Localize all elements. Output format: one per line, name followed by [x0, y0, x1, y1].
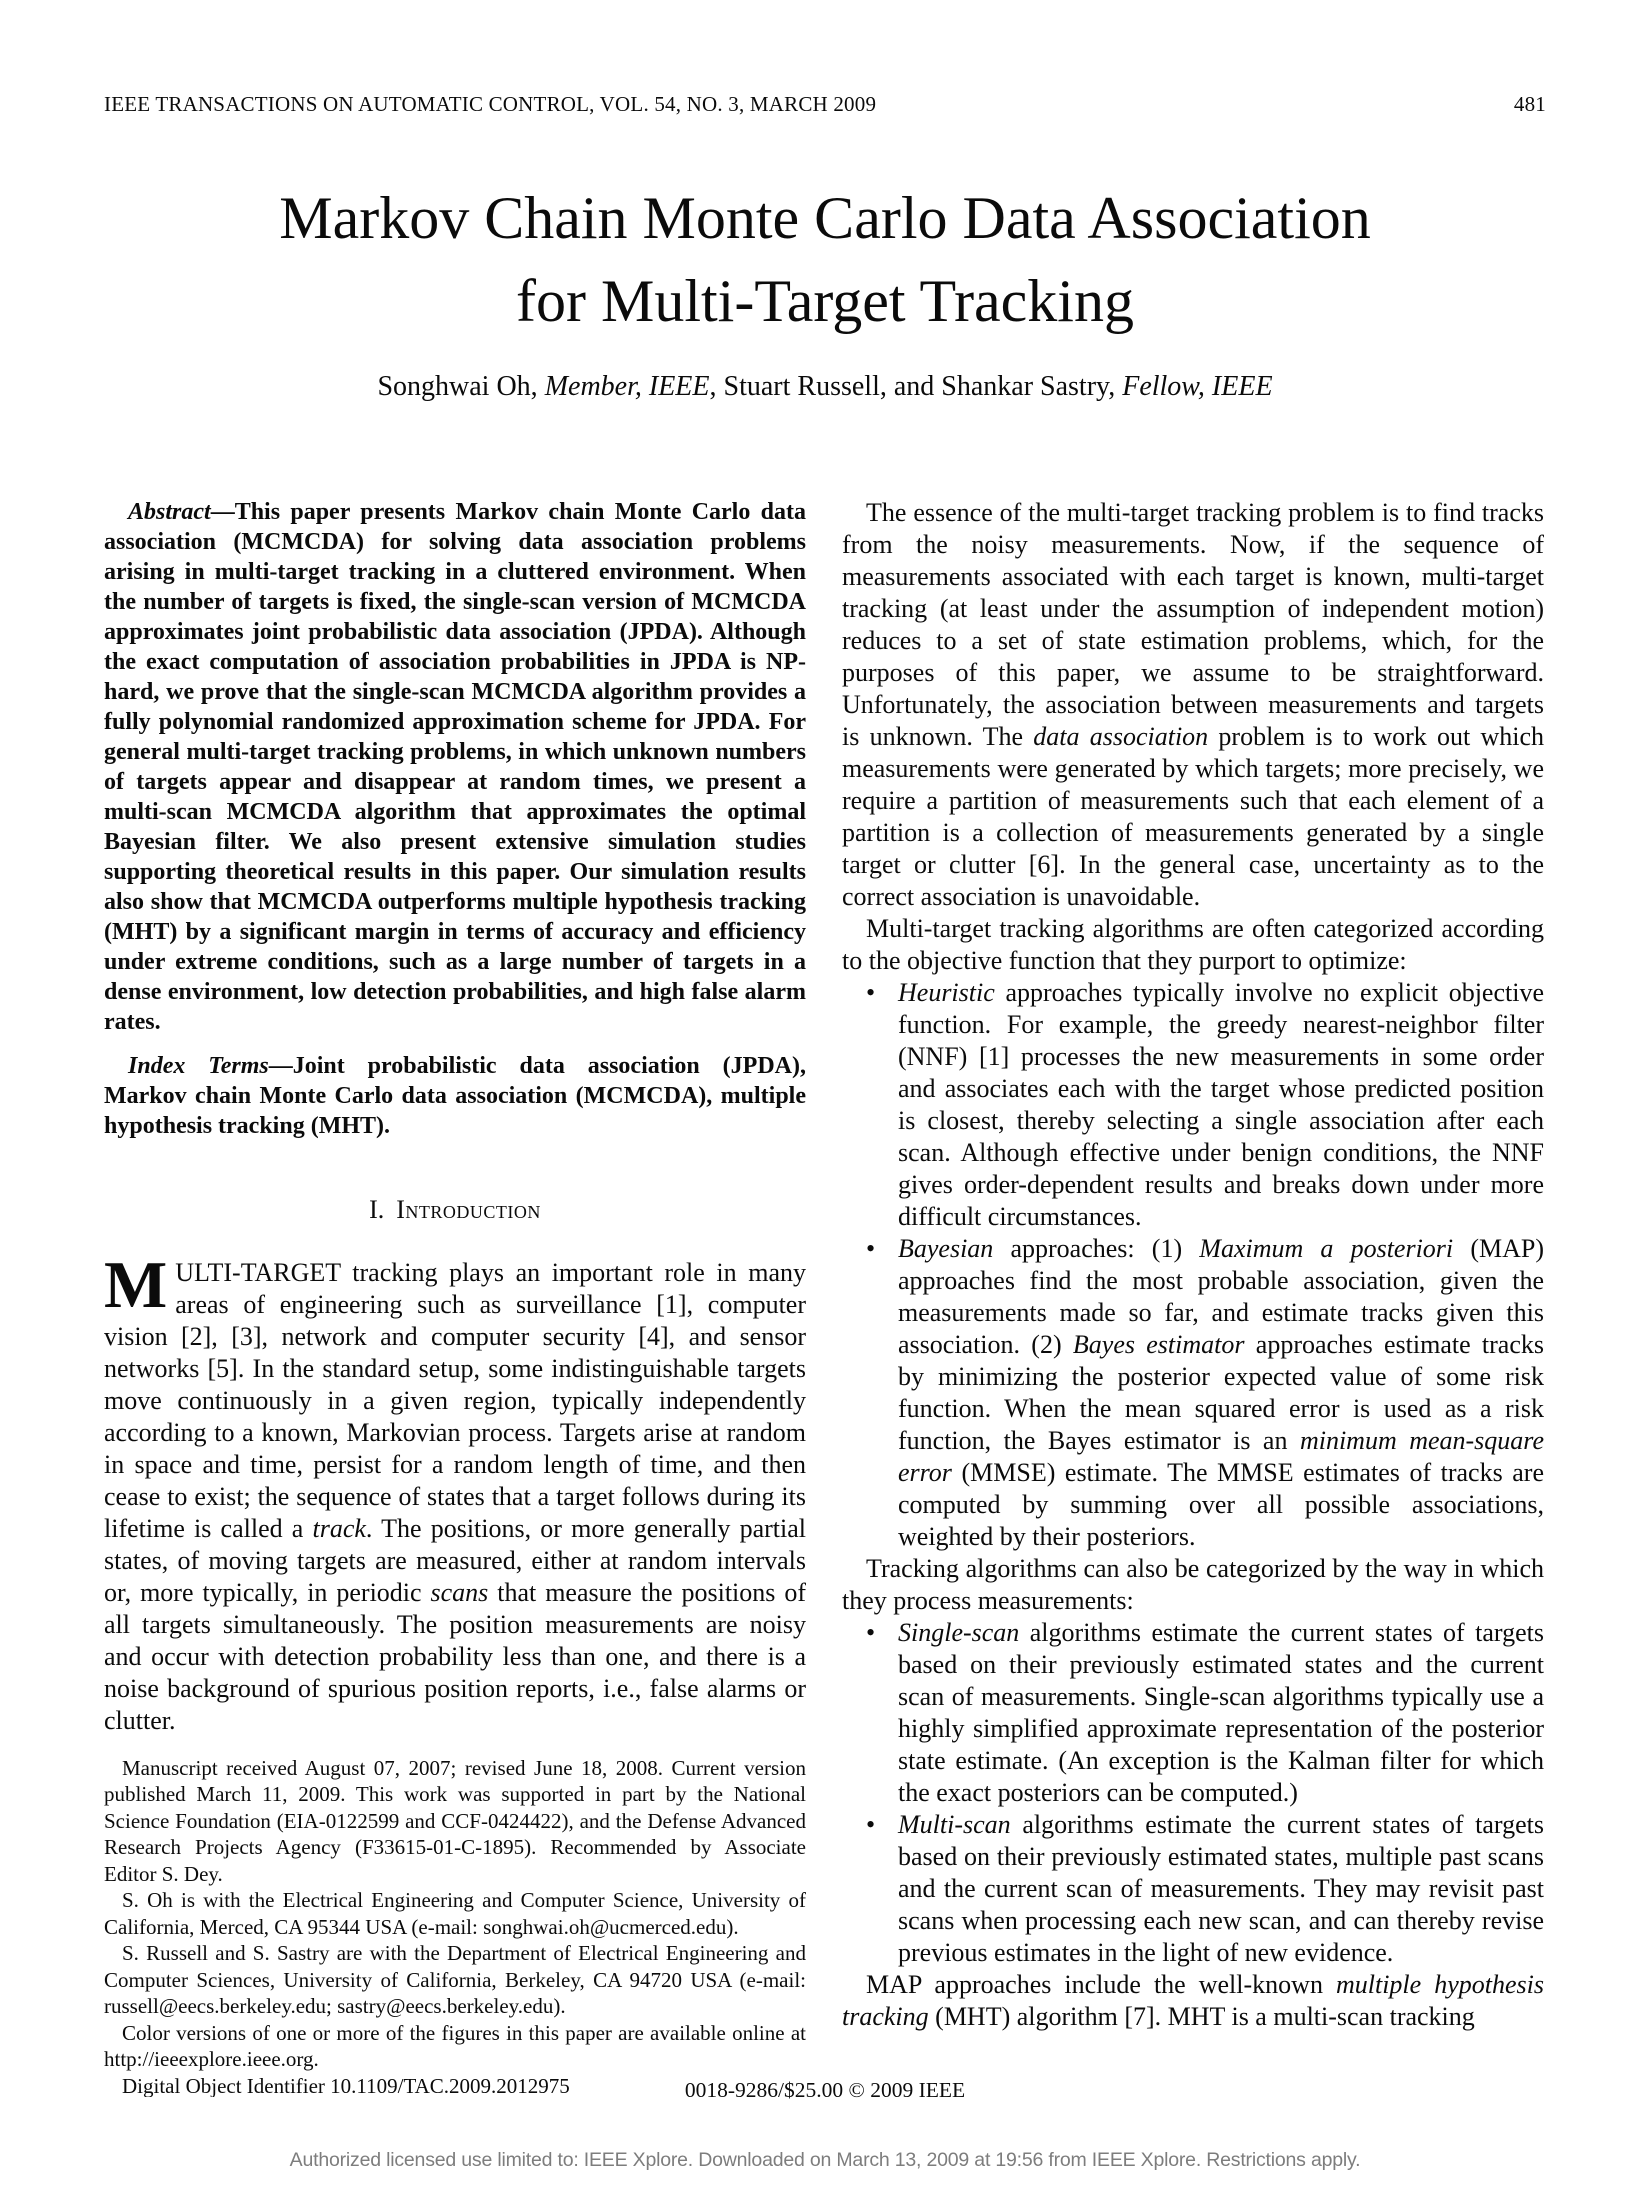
running-header	[104, 92, 1546, 117]
paper-title-line1: Markov Chain Monte Carlo Data Association	[279, 185, 1371, 251]
paragraph-essence: The essence of the multi-target tracking problem is to find tracks from the noisy measurements. Now, if the sequence of measurements associated with each target is known, multi-target tracking (at least under the assumption of independent motion) reduces to a set of state estimation problems, which, for the purposes of this paper, we assume to be straightforward. Unfortunately, the association between measurements and targets is unknown. The data association problem is to work out which measurements were generated by which targets; more precisely, we require a partition of measurements such that each element of a partition is a collection of measurements generated by a single target or clutter [6]. In the general case, uncertainty as to the correct association is unavoidable.	[842, 497, 1544, 911]
paragraph-categorized-objective: Multi-target tracking algorithms are often categorized according to the objective function that they purport to optimize:	[842, 913, 1544, 975]
bullet-item-single-scan	[842, 1617, 1544, 1809]
section-number: I.	[369, 1194, 385, 1224]
paragraph-map-approaches: MAP approaches include the well-known multiple hypothesis tracking (MHT) algorithm [7]. MHT is a multi-scan tracking	[842, 1969, 1544, 2031]
left-column	[104, 497, 806, 2097]
bullet-icon: •	[866, 977, 876, 1007]
bullet-text: Single-scan algorithms estimate the current states of targets based on their previously estimated states and the current scan of measurements. Single-scan algorithms typically use a highly simplified approximate representation of the posterior state estimate. (An exception is the Kalman filter for which the exact posteriors can be computed.)	[898, 1617, 1544, 1807]
footnote-color-versions: Color versions of one or more of the figures in this paper are available online at http://ieeexplore.ieee.org.	[104, 2020, 806, 2072]
right-column	[842, 497, 1544, 2097]
copyright-line: 0018-9286/$25.00 © 2009 IEEE	[684, 2078, 966, 2102]
page-number: 481	[1513, 92, 1546, 116]
journal-header: IEEE TRANSACTIONS ON AUTOMATIC CONTROL, VOL. 54, NO. 3, MARCH 2009	[104, 92, 877, 116]
abstract-paragraph: Abstract—This paper presents Markov chain Monte Carlo data association (MCMCDA) for solving data association problems arising in multi-target tracking in a cluttered environment. When the number of targets is fixed, the single-scan version of MCMCDA approximates joint probabilistic data association (JPDA). Although the exact computation of association probabilities in JPDA is NP-hard, we prove that the single-scan MCMCDA algorithm provides a fully polynomial randomized approximation scheme for JPDA. For general multi-target tracking problems, in which unknown numbers of targets appear and disappear at random times, we present a multi-scan MCMCDA algorithm that approximates the optimal Bayesian filter. We also present extensive simulation studies supporting theoretical results in this paper. Our simulation results also show that MCMCDA outperforms multiple hypothesis tracking (MHT) by a significant margin in terms of accuracy and efficiency under extreme conditions, such as a large number of targets in a dense environment, low detection probabilities, and high false alarm rates.	[104, 498, 806, 1035]
two-column-body	[104, 497, 1546, 2097]
authors-line: Songhwai Oh, Member, IEEE, Stuart Russell, and Shankar Sastry, Fellow, IEEE	[377, 370, 1273, 402]
bullet-item-heuristic	[842, 977, 1544, 1233]
paper-title-line2: for Multi-Target Tracking	[516, 267, 1134, 334]
index-terms-paragraph: Index Terms—Joint probabilistic data association (JPDA), Markov chain Monte Carlo data association (MCMCDA), multiple hypothesis tracking (MHT).	[104, 1052, 806, 1139]
intro-text: ULTI-TARGET tracking plays an important role in many areas of engineering such as surveillance [1], computer vision [2], [3], network and computer security [4], and sensor networks [5]. In the standard setup, some indistinguishable targets move continuously in a given region, typically independently according to a known, Markovian process. Targets arise at random in space and time, persist for a random length of time, and then cease to exist; the sequence of states that a target follows during its lifetime is called a track. The positions, or more generally partial states, of moving targets are measured, either at random intervals or, more typically, in periodic scans that measure the positions of all targets simultaneously. The position measurements are noisy and occur with detection probability less than one, and there is a noise background of spurious position reports, i.e., false alarms or clutter.	[104, 1257, 806, 1735]
footnote-affiliation-oh: S. Oh is with the Electrical Engineering and Computer Science, University of California, Merced, CA 95344 USA (e-mail: songhwai.oh@ucmerced.edu).	[104, 1888, 806, 1939]
footnote-affiliation-russell-sastry: S. Russell and S. Sastry are with the Department of Electrical Engineering and Computer Sciences, University of California, Berkeley, CA 94720 USA (e-mail: russell@eecs.berkeley.edu; sastry@eecs.berkeley.edu).	[104, 1941, 806, 2019]
bullet-text: Multi-scan algorithms estimate the current states of targets based on their previously estimated states, multiple past scans and the current scan of measurements. They may revisit past scans when processing each new scan, and can thereby revise previous estimates in the light of new evidence.	[898, 1809, 1544, 1967]
paragraph-categorized-processing: Tracking algorithms can also be categorized by the way in which they process measurements:	[842, 1553, 1544, 1615]
intro-paragraph	[104, 1247, 806, 1737]
bullet-icon: •	[866, 1233, 876, 1263]
license-notice: Authorized licensed use limited to: IEEE Xplore. Downloaded on March 13, 2009 at 19:56 from IEEE Xplore. Restrictions apply.	[289, 2149, 1361, 2171]
bullet-text: Bayesian approaches: (1) Maximum a posteriori (MAP) approaches find the most probable association, given the measurements made so far, and estimate tracks given this association. (2) Bayes estimator approaches estimate tracks by minimizing the posterior expected value of some risk function. When the mean squared error is used as a risk function, the Bayes estimator is an minimum mean-square error (MMSE) estimate. The MMSE estimates of tracks are computed by summing over all possible associations, weighted by their posteriors.	[898, 1233, 1544, 1551]
bullet-icon: •	[866, 1809, 876, 1839]
bullet-item-multi-scan	[842, 1809, 1544, 1969]
section-title: Introduction	[396, 1194, 541, 1224]
bullet-text: Heuristic approaches typically involve no explicit objective function. For example, the greedy nearest-neighbor filter (NNF) [1] processes the new measurements in some order and associates each with the target whose predicted position is closest, thereby selecting a single association after each scan. Although effective under benign conditions, the NNF gives order-dependent results and breaks down under more difficult circumstances.	[898, 977, 1544, 1231]
footnote-doi: Digital Object Identifier 10.1109/TAC.2009.2012975	[122, 2073, 570, 2097]
bullet-item-bayesian	[842, 1233, 1544, 1553]
dropcap-letter: M	[104, 1247, 168, 1322]
footnote-manuscript: Manuscript received August 07, 2007; revised June 18, 2008. Current version published March 11, 2009. This work was supported in part by the National Science Foundation (EIA-0122599 and CCF-0424422), and the Defense Advanced Research Projects Agency (F33615-01-C-1895). Recommended by Associate Editor S. Dey.	[104, 1755, 806, 1886]
bullet-icon: •	[866, 1617, 876, 1647]
footnote-block	[104, 1737, 806, 2097]
section-heading-introduction	[104, 1195, 806, 1225]
paper-title	[104, 177, 1546, 343]
